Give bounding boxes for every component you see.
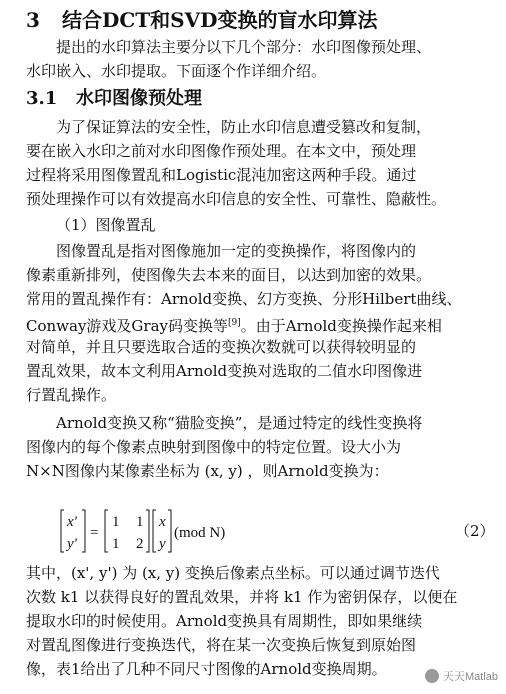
eq-matrix-cell: 1 [136, 514, 144, 530]
section-title: 结合DCT和SVD变换的盲水印算法 [62, 8, 378, 32]
body-line: 像，表1给出了几种不同尺寸图像的Arnold变换周期。 [26, 660, 387, 678]
wechat-icon [425, 669, 439, 683]
body-line: 像素重新排列，使图像失去本来的面目，以达到加密的效果。 [26, 266, 432, 284]
source-watermark [425, 668, 498, 684]
body-line: N×N图像内某像素坐标为 (x, y) ，则Arnold变换为： [26, 462, 389, 480]
body-line: Arnold变换又称“猫脸变换”，是通过特定的线性变换将 [56, 414, 423, 432]
body-line: 其中，(x', y') 为 (x, y) 变换后像素点坐标。可以通过调节迭代 [26, 564, 440, 582]
body-line: 要在嵌入水印之前对水印图像作预处理。在本文中，预处理 [26, 142, 417, 160]
body-line: 图像内的每个像素点映射到图像中的特定位置。设大小为 [26, 438, 402, 456]
body-line: 对置乱图像进行变换迭代，将在某一次变换后恢复到原始图 [26, 636, 417, 654]
body-text: Conway游戏及Gray码变换等 [26, 317, 228, 335]
body-line [26, 312, 496, 337]
body-line: 提取水印的时候使用。Arnold变换具有周期性，即如果继续 [26, 612, 423, 630]
body-line: 图像置乱是指对图像施加一定的变换操作，将图像内的 [56, 242, 417, 260]
eq-equals: = [90, 525, 99, 541]
eq-matrix-cell: 2 [136, 536, 144, 552]
subsection-title: 水印图像预处理 [76, 88, 202, 109]
citation-ref[interactable]: [9] [228, 318, 241, 328]
arnold-equation [60, 506, 500, 556]
body-text: 。由于Arnold变换操作起来相 [240, 317, 442, 335]
intro-line: 水印嵌入、水印提取。下面逐个作详细介绍。 [26, 62, 327, 80]
body-line: 过程将采用图像置乱和Logistic混沌加密这两种手段。通过 [26, 166, 417, 184]
body-line: 对简单，并且只要选取合适的变换次数就可以获得较明显的 [26, 338, 417, 356]
eq-lhs-bottom: y' [67, 536, 77, 552]
body-line: 为了保证算法的安全性，防止水印信息遭受篡改和复制， [56, 118, 432, 136]
equation-number: （2） [455, 522, 495, 540]
section-number: 3 [26, 8, 40, 32]
eq-rhs-top: x [159, 514, 166, 530]
subsection-number: 3.1 [26, 88, 58, 109]
body-line: 置乱效果，故本文利用Arnold变换对选取的二值水印图像进 [26, 362, 423, 380]
eq-mod: (mod N) [174, 525, 226, 541]
eq-matrix-cell: 1 [112, 514, 120, 530]
body-line: 行置乱操作。 [26, 386, 117, 404]
intro-line: 提出的水印算法主要分以下几个部分：水印图像预处理、 [56, 38, 432, 56]
section-heading [26, 6, 496, 34]
eq-matrix-cell: 1 [112, 536, 120, 552]
eq-lhs-top: x' [67, 514, 77, 530]
watermark-text: 天天Matlab [442, 671, 498, 683]
item-label: （1）图像置乱 [56, 216, 156, 234]
body-line: 次数 k1 以获得良好的置乱效果，并将 k1 作为密钥保存，以便在 [26, 588, 458, 606]
subsection-heading [26, 86, 496, 112]
eq-rhs-bottom: y [159, 536, 166, 552]
body-line: 预处理操作可以有效提高水印信息的安全性、可靠性、隐蔽性。 [26, 190, 447, 208]
body-line: 常用的置乱操作有：Arnold变换、幻方变换、分形Hilbert曲线、 [26, 290, 462, 308]
